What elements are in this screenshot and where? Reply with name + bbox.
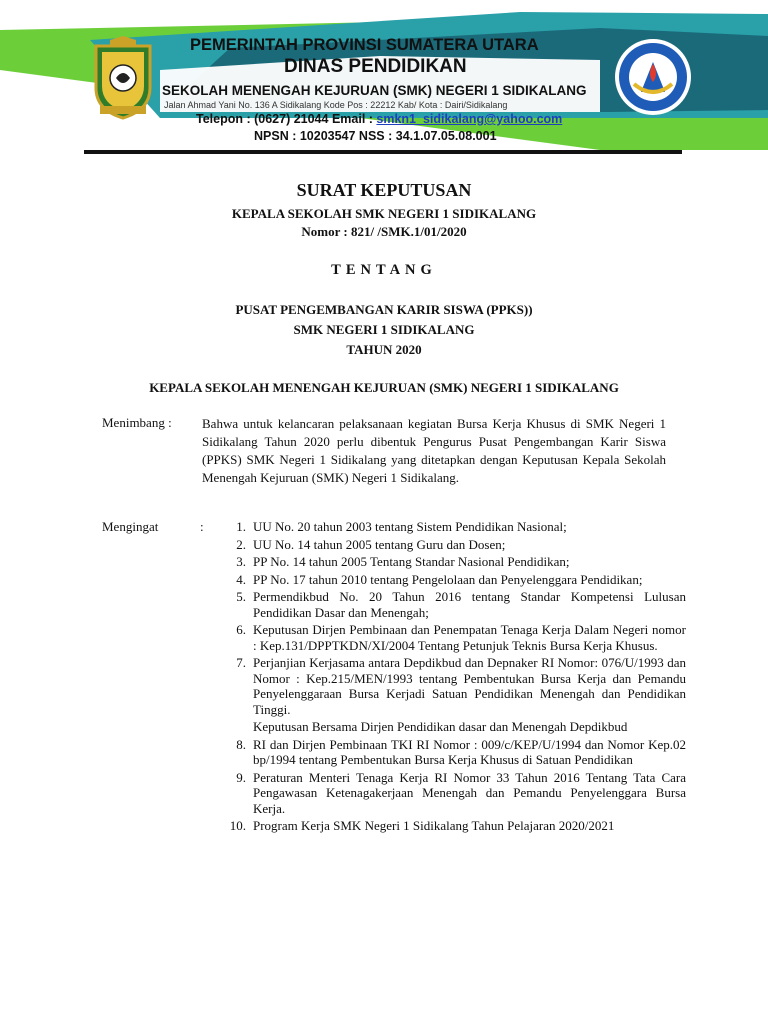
- mengingat-item: [210, 818, 686, 834]
- doc-nomor: Nomor : 821/ /SMK.1/01/2020: [301, 224, 467, 239]
- mengingat-item-number: 1.: [236, 519, 246, 534]
- mengingat-list: [210, 519, 686, 835]
- mengingat-item: [210, 554, 686, 570]
- mengingat-item-number: [210, 719, 253, 735]
- header-email-link[interactable]: smkn1_sidikalang@yahoo.com: [376, 112, 563, 126]
- mengingat-item-text: Permendikbud No. 20 Tahun 2016 tentang Standar Kompetensi Lulusan Pendidikan Dasar dan Menengah;: [253, 589, 686, 620]
- mengingat-item-number: 6.: [236, 622, 246, 637]
- mengingat-item: [210, 655, 686, 717]
- mengingat-item-text: PP No. 17 tahun 2010 tentang Pengelolaan dan Penyelenggara Pendidikan;: [253, 571, 643, 587]
- mengingat-item: [210, 537, 686, 553]
- doc-about-3: TAHUN 2020: [346, 342, 422, 357]
- mengingat-item-number: 10.: [229, 818, 246, 833]
- doc-title: SURAT KEPUTUSAN: [296, 180, 472, 200]
- doc-issuer: KEPALA SEKOLAH SMK NEGERI 1 SIDIKALANG: [231, 206, 537, 221]
- mengingat-item-number: 7.: [236, 655, 246, 670]
- mengingat-item-text: RI dan Dirjen Pembinaan TKI RI Nomor : 009/c/KEP/U/1994 dan Nomor Kep.02 bp/1994 tentang Pembentukan Bursa Kerja Khusus di Satuan Pendidikan: [253, 736, 686, 767]
- sumatera-utara-emblem-icon: [88, 36, 158, 120]
- mengingat-label: Mengingat: [102, 519, 159, 534]
- mengingat-item-number: 2.: [236, 536, 246, 552]
- header-address: Jalan Ahmad Yani No. 136 A Sidikalang Kode Pos : 22212 Kab/ Kota : Dairi/Sidikalang: [164, 100, 508, 110]
- mengingat-item: [210, 622, 686, 653]
- header-rule: [84, 150, 682, 154]
- header-province: PEMERINTAH PROVINSI SUMATERA UTARA: [190, 36, 539, 54]
- doc-tentang: TENTANG: [331, 262, 437, 278]
- mengingat-item: [210, 770, 686, 817]
- header-school: SEKOLAH MENENGAH KEJURUAN (SMK) NEGERI 1 SIDIKALANG: [162, 83, 587, 98]
- doc-kepala: KEPALA SEKOLAH MENENGAH KEJURUAN (SMK) NEGERI 1 SIDIKALANG: [149, 380, 619, 395]
- mengingat-item-text: PP No. 14 tahun 2005 Tentang Standar Nasional Pendidikan;: [253, 554, 570, 569]
- doc-about-2: SMK NEGERI 1 SIDIKALANG: [293, 322, 475, 337]
- header-phone: Telepon : (0627) 21044 Email :: [196, 112, 377, 126]
- mengingat-item: [210, 572, 686, 588]
- mengingat-item-number: 3.: [236, 554, 246, 569]
- mengingat-item-number: 9.: [236, 769, 246, 785]
- menimbang-text: Bahwa untuk kelancaran pelaksanaan kegiatan Bursa Kerja Khusus di SMK Negeri 1 Sidikalang Tahun 2020 perlu dibentuk Pengurus Pusat Pengembangan Karir Siswa (PPKS) SMK Negeri 1 Sidikalang yang ditetapkan dengan Keputusan Kepala Sekolah Menengah Kejuruan (SMK) Negeri 1 Sidikalang.: [202, 416, 666, 485]
- header-dinas: DINAS PENDIDIKAN: [284, 56, 467, 77]
- tut-wuri-handayani-logo-icon: [612, 38, 694, 116]
- mengingat-item-text: UU No. 14 tahun 2005 tentang Guru dan Dosen;: [253, 536, 506, 552]
- mengingat-item-number: 5.: [236, 589, 246, 604]
- mengingat-item: [210, 737, 686, 768]
- mengingat-item-text: UU No. 20 tahun 2003 tentang Sistem Pendidikan Nasional;: [253, 519, 567, 534]
- mengingat-item-text: Program Kerja SMK Negeri 1 Sidikalang Tahun Pelajaran 2020/2021: [253, 818, 615, 833]
- mengingat-item: [210, 519, 686, 535]
- mengingat-item-text: Peraturan Menteri Tenaga Kerja RI Nomor 33 Tahun 2016 Tentang Tata Cara Pengawasan Ketenagakerjaan Menengah dan Pemandu Penyelenggara Bursa Kerja.: [253, 769, 686, 816]
- header-contact: [196, 112, 562, 126]
- doc-about-1: PUSAT PENGEMBANGAN KARIR SISWA (PPKS)): [235, 302, 533, 317]
- mengingat-item-text: Keputusan Dirjen Pembinaan dan Penempatan Tenaga Kerja Dalam Negeri nomor : Kep.131/DPPTKDN/XI/2004 Tentang Petunjuk Teknis Bursa Kerja Khusus.: [253, 622, 686, 653]
- mengingat-colon: :: [200, 519, 204, 534]
- mengingat-item-text: Perjanjian Kerjasama antara Depdikbud dan Depnaker RI Nomor: 076/U/1993 dan Nomor : Kep.215/MEN/1993 tentang Pembentukan Bursa Kerja dan Pemandu Penyelenggaraan Bursa Kerjadi Satuan Pendidikan Menengah dan Pendidikan Tinggi.: [253, 655, 686, 717]
- header-npsn: NPSN : 10203547 NSS : 34.1.07.05.08.001: [254, 129, 497, 143]
- mengingat-item-text: Keputusan Bersama Dirjen Pendidikan dasar dan Menengah Depdikbud: [253, 719, 628, 734]
- menimbang-label: Menimbang :: [102, 415, 172, 430]
- mengingat-item: [210, 589, 686, 620]
- mengingat-item: [210, 719, 686, 735]
- mengingat-item-number: 4.: [236, 571, 246, 587]
- mengingat-item-number: 8.: [236, 736, 246, 752]
